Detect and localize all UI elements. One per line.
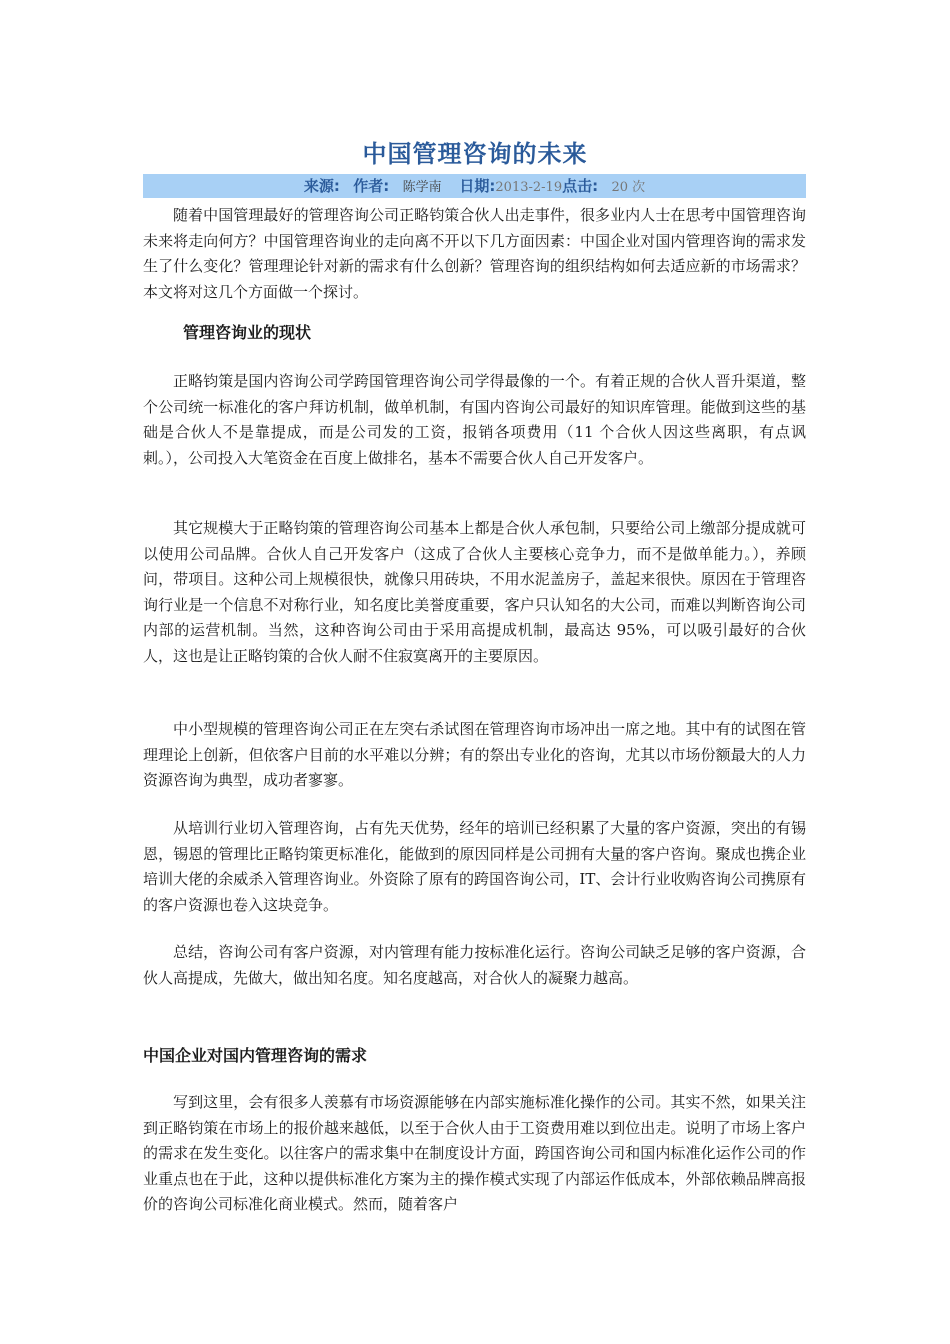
section-heading-status: 管理咨询业的现状 <box>183 323 312 342</box>
paragraph: 其它规模大于正略钧策的管理咨询公司基本上都是合伙人承包制，只要给公司上缴部分提成就可以使用公司品牌。合伙人自己开发客户（这成了合伙人主要核心竞争力，而不是做单能力。），养顾问，带项目。这种公司上规模很快，就像只用砖块，不用水泥盖房子，盖起来很快。原因在于管理咨询行业是一个信息不对称行业，知名度比美誉度重要，客户只认知名的大公司，而难以判断咨询公司内部的运营机制。当然，这种咨询公司由于采用高提成机制，最高达 95%，可以吸引最好的合伙人，这也是让正略钧策的合伙人耐不住寂寞离开的主要原因。 <box>143 519 806 665</box>
clicks-value: 20 次 <box>611 180 646 195</box>
section-heading-demand: 中国企业对国内管理咨询的需求 <box>143 1046 368 1065</box>
article-title: 中国管理咨询的未来 <box>362 140 588 168</box>
date-label: 日期: <box>459 177 496 195</box>
author-label: 作者: <box>353 177 390 195</box>
paragraph: 正略钧策是国内咨询公司学跨国管理咨询公司学得最像的一个。有着正规的合伙人晋升渠道，整个公司统一标准化的客户拜访机制，做单机制，有国内咨询公司最好的知识库管理。能做到这些的基础是合伙人不是靠提成，而是公司发的工资，报销各项费用（11 个合伙人因这些离职，有点讽刺。），公司投入大笔资金在百度上做排名，基本不需要合伙人自己开发客户。 <box>143 372 806 467</box>
author-name: 陈学南 <box>402 180 442 195</box>
article-meta-bar <box>143 174 806 198</box>
paragraph: 从培训行业切入管理咨询，占有先天优势，经年的培训已经积累了大量的客户资源，突出的有锡恩，锡恩的管理比正略钧策更标准化，能做到的原因同样是公司拥有大量的客户咨询。聚成也携企业培训大佬的余威杀入管理咨询业。外资除了原有的跨国咨询公司，IT、会计行业收购咨询公司携原有的客户资源也卷入这块竞争。 <box>143 819 806 914</box>
paragraph: 写到这里，会有很多人羡慕有市场资源能够在内部实施标准化操作的公司。其实不然，如果关注到正略钧策在市场上的报价越来越低，以至于合伙人由于工资费用难以到位出走。说明了市场上客户的需求在发生变化。以往客户的需求集中在制度设计方面，跨国咨询公司和国内标准化运作公司的作业重点也在于此，这种以提供标准化方案为主的操作模式实现了内部运作低成本，外部依赖品牌高报价的咨询公司标准化商业模式。然而，随着客户 <box>143 1093 806 1213</box>
clicks-label: 点击: <box>562 177 599 195</box>
source-label: 来源: <box>303 177 340 195</box>
paragraph: 中小型规模的管理咨询公司正在左突右杀试图在管理咨询市场冲出一席之地。其中有的试图在管理理论上创新，但依客户目前的水平难以分辨；有的祭出专业化的咨询，尤其以市场份额最大的人力资源咨询为典型，成功者寥寥。 <box>143 720 806 789</box>
intro-paragraph: 随着中国管理最好的管理咨询公司正略钧策合伙人出走事件，很多业内人士在思考中国管理咨询未来将走向何方？中国管理咨询业的走向离不开以下几方面因素：中国企业对国内管理咨询的需求发生了什么变化？管理理论针对新的需求有什么创新？管理咨询的组织结构如何去适应新的市场需求？本文将对这几个方面做一个探讨。 <box>143 206 806 301</box>
date-value: 2013-2-19 <box>495 180 563 195</box>
paragraph: 总结，咨询公司有客户资源，对内管理有能力按标准化运行。咨询公司缺乏足够的客户资源，合伙人高提成，先做大，做出知名度。知名度越高，对合伙人的凝聚力越高。 <box>143 943 806 987</box>
